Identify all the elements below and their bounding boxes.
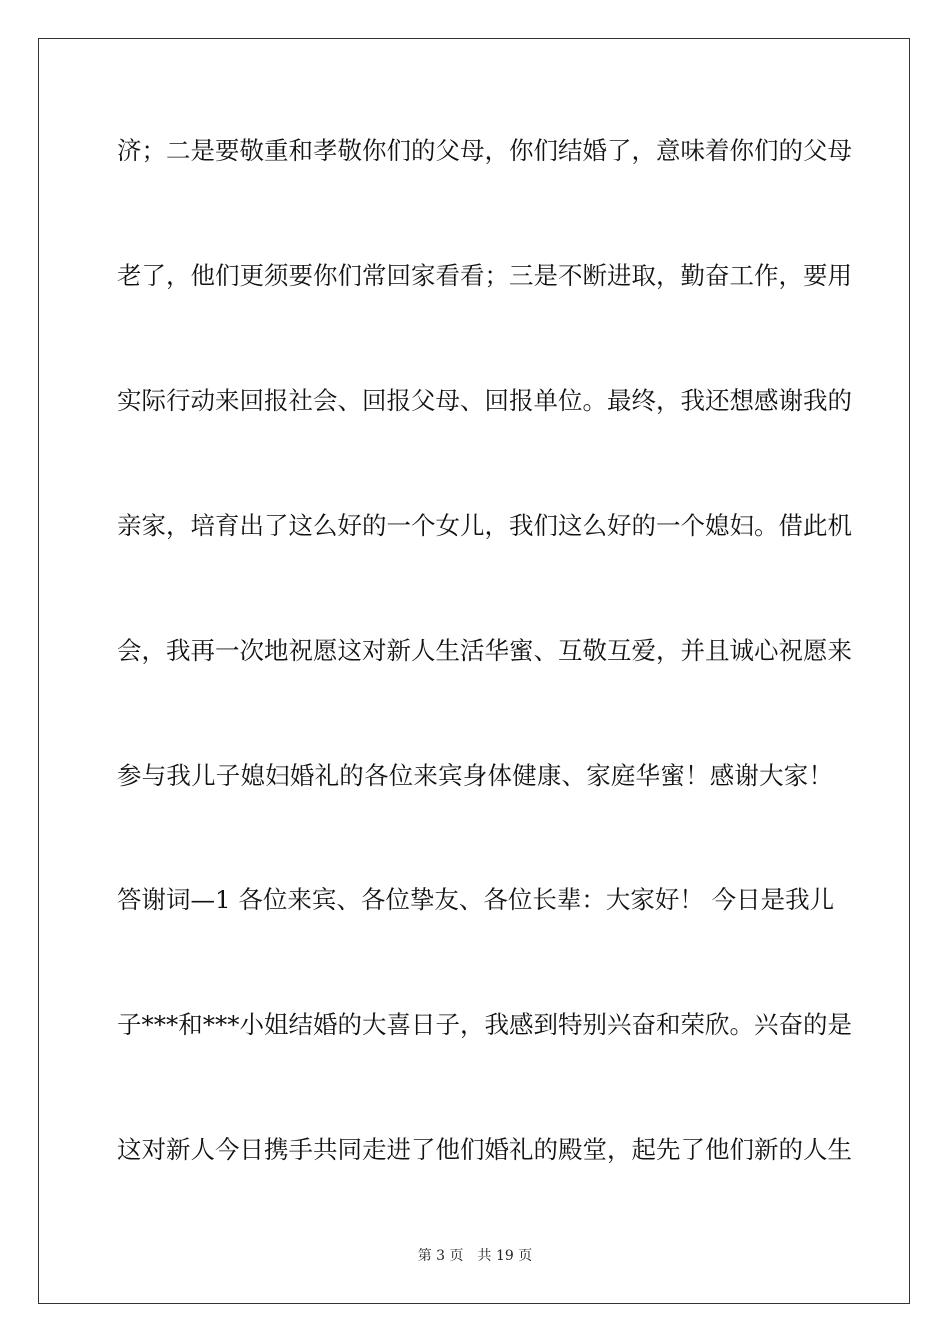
page-number: 第 3 页	[417, 1248, 464, 1264]
body-text-line: 济；二是要敬重和孝敬你们的父母，你们结婚了，意味着你们的父母	[117, 136, 852, 165]
body-text-line: 子***和***小姐结婚的大喜日子，我感到特别兴奋和荣欣。兴奋的是	[117, 1010, 852, 1039]
body-text-line: 老了，他们更须要你们常回家看看；三是不断进取，勤奋工作，要用	[117, 261, 852, 290]
page-border	[38, 38, 910, 1304]
body-text-line: 实际行动来回报社会、回报父母、回报单位。最终，我还想感谢我的	[117, 386, 852, 415]
body-text-line: 答谢词—1 各位来宾、各位挚友、各位长辈：大家好！ 今日是我儿	[117, 885, 835, 914]
body-text-line: 会，我再一次地祝愿这对新人生活华蜜、互敬互爱，并且诚心祝愿来	[117, 636, 852, 665]
body-text-line: 这对新人今日携手共同走进了他们婚礼的殿堂，起先了他们新的人生	[117, 1135, 852, 1164]
page-footer	[0, 1247, 950, 1265]
body-text-line: 亲家，培育出了这么好的一个女儿，我们这么好的一个媳妇。借此机	[117, 511, 852, 540]
page-total: 共 19 页	[477, 1248, 533, 1264]
body-text-line: 参与我儿子媳妇婚礼的各位来宾身体健康、家庭华蜜！感谢大家！	[117, 761, 833, 790]
